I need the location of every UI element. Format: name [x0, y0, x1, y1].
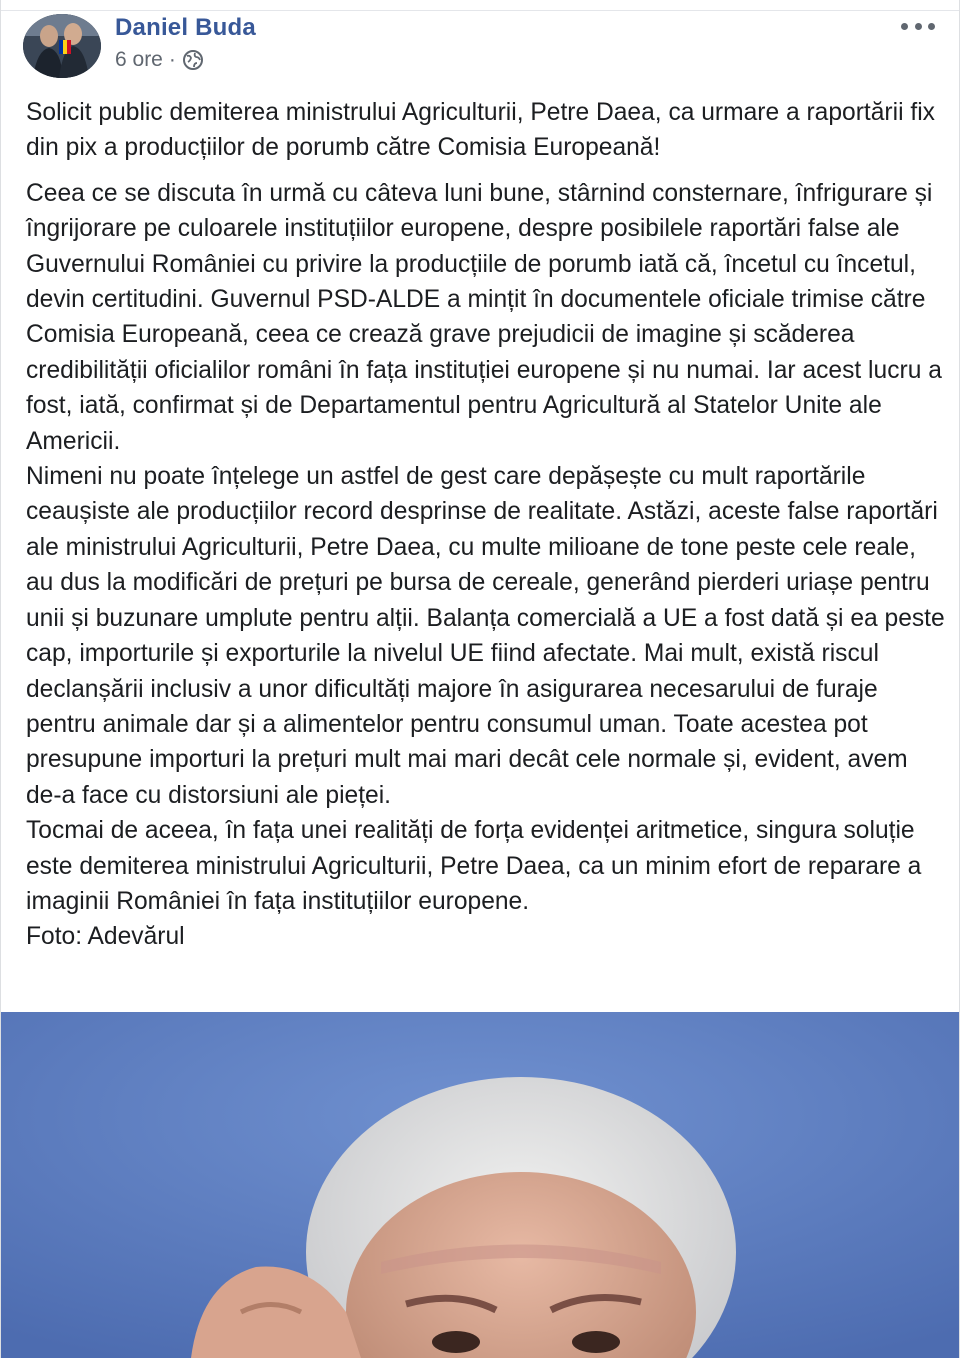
- post-timestamp-link[interactable]: 6 ore: [115, 48, 163, 71]
- photo-credit: Foto: Adevărul: [26, 923, 185, 951]
- post-paragraph: Ceea ce se discuta în urmă cu câteva luni bune, stârnind consternare, înfrigurare și îngrijorare pe culoarele instituțiilor europene, despre posibilele raportări false ale Guvernului României cu privire la producțiile de porumb iată că, încetul cu încetul, devin certitudini. Guvernul PSD-ALDE a mințit în documentele oficiale trimise către Comisia Europeană, ceea ce crează grave prejudicii de imagine și scăderea credibilității oficialilor români în fața instituției europene și nu numai. Iar acest lucru a fost, iată, confirmat și de Departamentul pentru Agricultură al Statelor Unite ale Americii.: [26, 179, 942, 455]
- top-divider: [1, 10, 959, 11]
- post-photo[interactable]: [1, 1012, 960, 1358]
- post-header: [23, 14, 949, 80]
- post-paragraph-lead: Solicit public demiterea ministrului Agriculturii, Petre Daea, ca urmare a raportării fix din pix a producțiilor de porumb către Comisia Europeană!: [26, 99, 935, 162]
- more-options-icon[interactable]: [901, 16, 935, 36]
- portrait-image: [1, 1012, 960, 1358]
- meta-separator: ·: [168, 48, 176, 71]
- more-dot: [901, 23, 908, 30]
- more-dot: [928, 23, 935, 30]
- post-meta: [115, 48, 204, 72]
- post-paragraph: Nimeni nu poate înțelege un astfel de gest care depășește cu mult raportările ceaușiste ale producțiilor record desprinse de realitate. Astăzi, aceste false raportări ale ministrului Agriculturii, Petre Daea, cu multe milioane de tone peste cele reale, au dus la modificări de prețuri pe bursa de cereale, generând pierderi uriașe pentru unii și buzunare umplute pentru alții. Balanța comercială a UE a fost dată și ea peste cap, importurile și exporturile la nivelul UE fiind afectate. Mai mult, există riscul declanșării inclusiv a unor dificultăți majore în asigurarea necesarului de furaje pentru animale dar și a alimentelor pentru consumul uman. Toate acestea pot presupune importuri la prețuri mult mai mari decât cele normale și, evident, avem de-a face cu distorsiuni ale pieței.: [26, 463, 945, 809]
- avatar-photo: [23, 14, 101, 78]
- author-name-link[interactable]: Daniel Buda: [115, 14, 256, 41]
- post-text: [26, 95, 948, 955]
- more-dot: [915, 23, 922, 30]
- avatar[interactable]: [23, 14, 101, 78]
- globe-icon[interactable]: [182, 49, 204, 71]
- post-paragraph: Tocmai de aceea, în fața unei realități de forța evidenței aritmetice, singura soluție este demiterea ministrului Agriculturii, Petre Daea, ca un minim efort de reparare a imaginii României în fața instituțiilor europene.: [26, 817, 922, 915]
